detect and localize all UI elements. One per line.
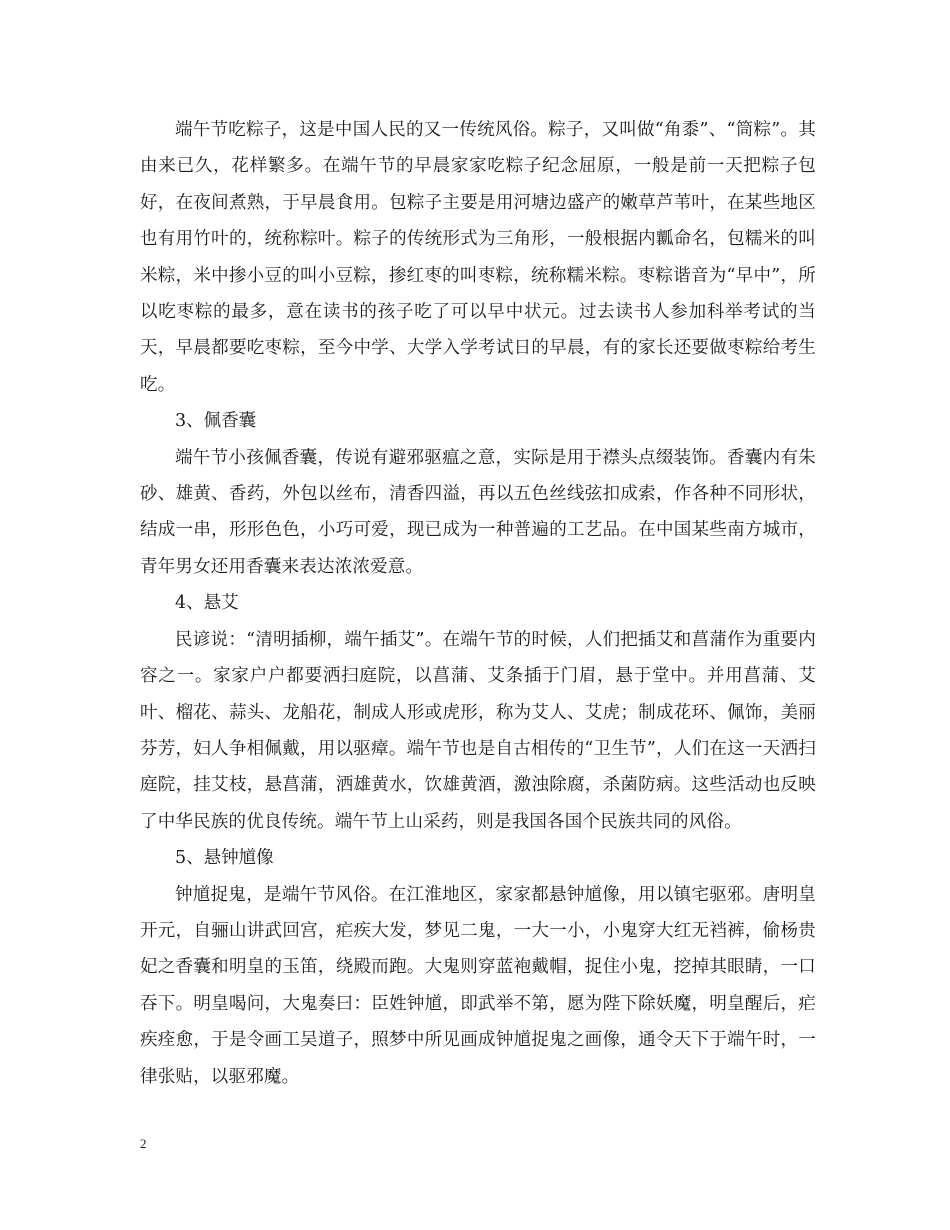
page-number: 2: [140, 1136, 147, 1151]
document-body: [140, 112, 816, 1095]
paragraph-xuanai: 民谚说：“清明插柳，端午插艾”。在端午节的时候，人们把插艾和菖蒲作为重要内容之一。家家户户都要洒扫庭院，以菖蒲、艾条插于门眉，悬于堂中。并用菖蒲、艾叶、榴花、蒜头、龙船花，制成人形或虎形，称为艾人、艾虎；制成花环、佩饰，美丽芬芳，妇人争相佩戴，用以驱瘴。端午节也是自古相传的“卫生节”，人们在这一天洒扫庭院，挂艾枝，悬菖蒲，洒雄黄水，饮雄黄酒，激浊除腐，杀菌防病。这些活动也反映了中华民族的优良传统。端午节上山采药，则是我国各国个民族共同的风俗。: [140, 629, 816, 832]
section-heading-xiangnang: 3、佩香囊: [175, 411, 257, 432]
section-heading-zhongkui: 5、悬钟馗像: [175, 848, 274, 869]
section-heading-xuanai: 4、悬艾: [175, 593, 239, 614]
paragraph-zongzi: 端午节吃粽子，这是中国人民的又一传统风俗。粽子，又叫做“角黍”、“筒粽”。其由来已久，花样繁多。在端午节的早晨家家吃粽子纪念屈原，一般是前一天把粽子包好，在夜间煮熟，于早晨食用。包粽子主要是用河塘边盛产的嫩草芦苇叶，在某些地区也有用竹叶的，统称粽叶。粽子的传统形式为三角形，一般根据内瓤命名，包糯米的叫米粽，米中掺小豆的叫小豆粽，掺红枣的叫枣粽，统称糯米粽。枣粽谐音为“早中”，所以吃枣粽的最多，意在读书的孩子吃了可以早中状元。过去读书人参加科举考试的当天，早晨都要吃枣粽，至今中学、大学入学考试日的早晨，有的家长还要做枣粽给考生吃。: [140, 120, 816, 395]
paragraph-zhongkui: 钟馗捉鬼，是端午节风俗。在江淮地区，家家都悬钟馗像，用以镇宅驱邪。唐明皇开元，自骊山讲武回宫，疟疾大发，梦见二鬼，一大一小，小鬼穿大红无裆裤，偷杨贵妃之香囊和明皇的玉笛，绕殿而跑。大鬼则穿蓝袍戴帽，捉住小鬼，挖掉其眼睛，一口吞下。明皇喝问，大鬼奏曰：臣姓钟馗，即武举不第，愿为陛下除妖魔，明皇醒后，疟疾痊愈，于是令画工吴道子，照梦中所见画成钟馗捉鬼之画像，通令天下于端午时，一律张贴，以驱邪魔。: [140, 884, 816, 1087]
paragraph-xiangnang: 端午节小孩佩香囊，传说有避邪驱瘟之意，实际是用于襟头点缀装饰。香囊内有朱砂、雄黄、香药，外包以丝布，清香四溢，再以五色丝线弦扣成索，作各种不同形状，结成一串，形形色色，小巧可爱，现已成为一种普遍的工艺品。在中国某些南方城市，青年男女还用香囊来表达浓浓爱意。: [140, 447, 816, 577]
